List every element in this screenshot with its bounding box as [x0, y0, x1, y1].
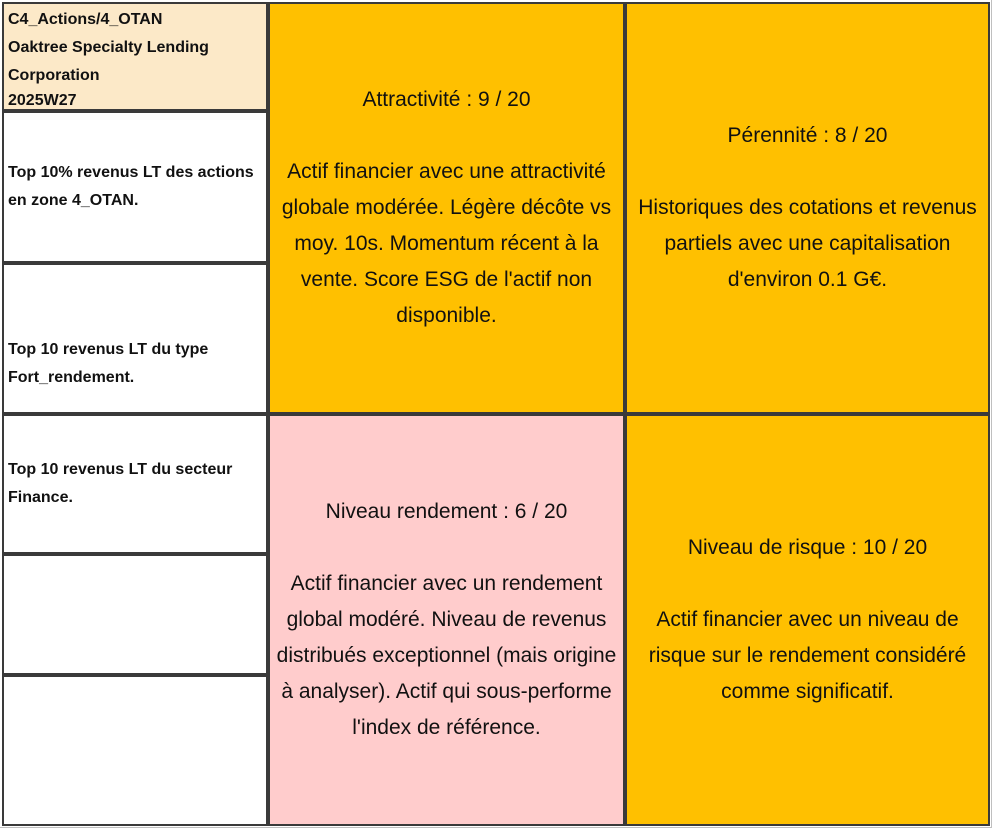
ranking-row-sector-text: Top 10 revenus LT du secteur Finance. — [8, 461, 233, 506]
ranking-row-type-text: Top 10 revenus LT du type Fort_rendement. — [8, 340, 209, 386]
rendement-description: Actif financier avec un rendement global modéré. Niveau de revenus distribués exceptionnel (mais origine à analyser). Actif qui sous-performe l'index de référence. — [276, 572, 617, 739]
perennite-title: Pérennité : 8 / 20 — [727, 124, 888, 147]
risque-title: Niveau de risque : 10 / 20 — [687, 536, 928, 559]
attractivite-panel — [268, 2, 625, 414]
asset-name-line1: Oaktree Specialty Lending — [8, 39, 209, 56]
ranking-row-empty-2 — [2, 675, 268, 826]
perennite-description: Historiques des cotations et revenus partiels avec une capitalisation d'environ 0.1 G€. — [638, 196, 977, 291]
asset-name-line2: Corporation — [8, 67, 100, 84]
ranking-row-zone — [2, 111, 268, 263]
asset-header — [2, 2, 268, 111]
attractivite-description: Actif financier avec une attractivité globale modérée. Légère décôte vs moy. 10s. Momentum récent à la vente. Score ESG de l'actif non disponible. — [281, 160, 612, 327]
ranking-row-empty-1 — [2, 554, 268, 675]
perennite-panel — [625, 2, 990, 414]
asset-category: C4_Actions/4_OTAN — [8, 11, 163, 28]
risque-panel — [625, 414, 990, 826]
ranking-row-zone-text: Top 10% revenus LT des actions en zone 4_OTAN. — [8, 164, 254, 209]
risque-description: Actif financier avec un niveau de risque sur le rendement considéré comme significatif. — [648, 608, 967, 703]
asset-week: 2025W27 — [8, 92, 77, 109]
ranking-row-type — [2, 263, 268, 414]
rendement-panel — [268, 414, 625, 826]
rendement-title: Niveau rendement : 6 / 20 — [325, 500, 568, 523]
attractivite-title: Attractivité : 9 / 20 — [362, 88, 531, 111]
ranking-row-sector — [2, 414, 268, 554]
